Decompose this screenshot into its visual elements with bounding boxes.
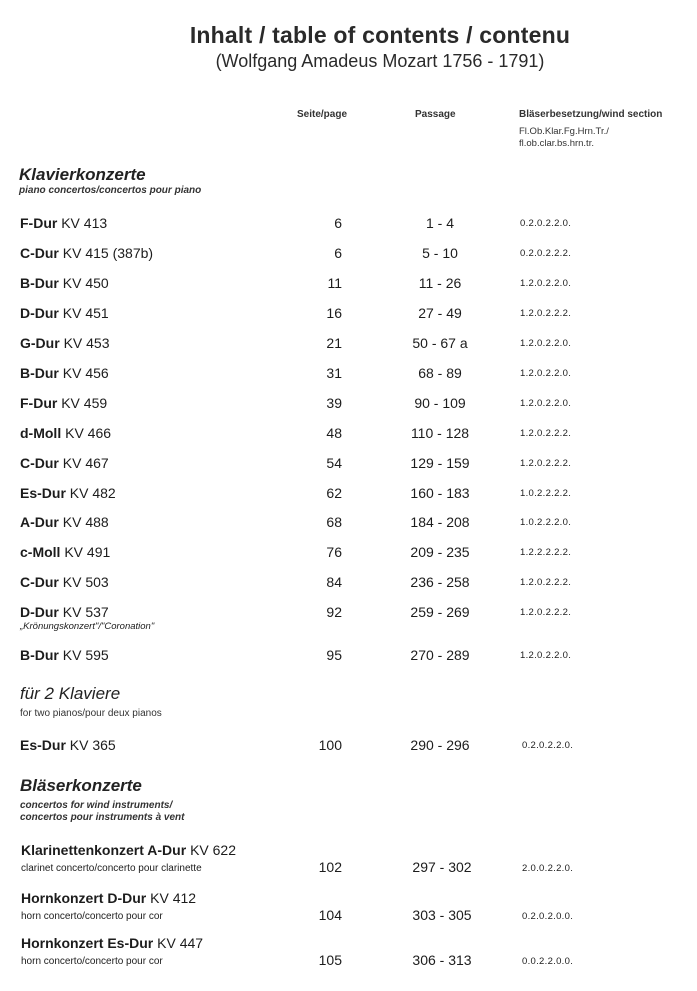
entry-passage: 110 - 128 — [410, 425, 470, 441]
entry-wind: 0.0.2.2.0.0. — [522, 956, 574, 967]
entry-page: 95 — [326, 647, 342, 663]
entry-wind: 0.2.0.2.2.0. — [520, 218, 572, 229]
entry-wind: 2.0.0.2.2.0. — [522, 863, 574, 874]
entry-title: B-Dur KV 456 — [20, 365, 109, 381]
entry-passage: 50 - 67 a — [412, 335, 468, 351]
entry-title: C-Dur KV 415 (387b) — [20, 245, 154, 261]
entry-wind: 1.2.0.2.2.0. — [520, 398, 572, 409]
entry-wind: 1.2.0.2.2.0. — [520, 278, 572, 289]
section-title-wind: Bläserkonzerte — [20, 776, 142, 795]
entry-passage: 11 - 26 — [418, 275, 462, 291]
column-header-page: Seite/page — [297, 109, 348, 120]
entry-passage: 209 - 235 — [410, 544, 470, 560]
entry-passage: 290 - 296 — [410, 737, 470, 753]
section-title-piano: Klavierkonzerte — [19, 165, 146, 184]
entry-title: F-Dur KV 413 — [20, 215, 108, 231]
entry-title: C-Dur KV 467 — [20, 455, 109, 471]
entry-page: 21 — [326, 335, 342, 351]
entry-page: 39 — [326, 395, 342, 411]
entry-wind: 1.0.2.2.2.2. — [520, 488, 572, 499]
section-subtitle-two-pianos: for two pianos/pour deux pianos — [20, 708, 162, 719]
entry-description: horn concerto/concerto pour cor — [21, 911, 163, 922]
wind-legend-english: fl.ob.clar.bs.hrn.tr. — [519, 138, 594, 149]
entry-page: 76 — [326, 544, 342, 560]
entry-wind: 0.2.0.2.0.0. — [522, 911, 574, 922]
list-item — [0, 935, 697, 975]
entry-wind: 0.2.0.2.2.0. — [522, 740, 574, 751]
entry-wind: 1.2.0.2.2.2. — [520, 607, 572, 618]
entry-passage: 184 - 208 — [410, 514, 470, 530]
list-item — [0, 395, 697, 425]
list-item — [0, 365, 697, 395]
entry-wind: 1.2.0.2.2.2. — [520, 308, 572, 319]
wind-legend-german: Fl.Ob.Klar.Fg.Hrn.Tr./ — [519, 126, 609, 137]
entry-title: B-Dur KV 595 — [20, 647, 109, 663]
entry-page: 92 — [326, 604, 342, 620]
column-header-wind: Bläserbesetzung/wind section — [519, 109, 663, 120]
list-item — [0, 514, 697, 544]
entry-title: d-Moll KV 466 — [20, 425, 112, 441]
entry-page: 54 — [326, 455, 342, 471]
entry-page: 100 — [318, 737, 342, 753]
entry-passage: 160 - 183 — [410, 485, 470, 501]
entry-title: D-Dur KV 537 — [20, 604, 109, 620]
entry-page: 84 — [326, 574, 342, 590]
entry-wind: 0.2.0.2.2.2. — [520, 248, 572, 259]
entry-passage: 236 - 258 — [410, 574, 470, 590]
section-title-two-pianos: für 2 Klaviere — [20, 684, 121, 703]
section-subtitle-wind-2: concertos pour instruments à vent — [20, 812, 185, 823]
list-item — [0, 335, 697, 365]
list-item — [0, 842, 697, 882]
entry-passage: 1 - 4 — [425, 215, 454, 231]
list-item — [0, 215, 697, 245]
entry-wind: 1.2.0.2.2.2. — [520, 428, 572, 439]
entry-page: 104 — [318, 907, 342, 923]
entry-description: clarinet concerto/concerto pour clarinette — [21, 863, 202, 874]
entry-passage: 68 - 89 — [418, 365, 462, 381]
entry-passage: 129 - 159 — [410, 455, 470, 471]
entry-page: 102 — [318, 859, 342, 875]
list-item — [0, 425, 697, 455]
list-item — [0, 455, 697, 485]
entry-title: A-Dur KV 488 — [20, 514, 109, 530]
page-title: Inhalt / table of contents / contenu — [189, 22, 571, 48]
entry-title: D-Dur KV 451 — [20, 305, 109, 321]
entry-title: F-Dur KV 459 — [20, 395, 108, 411]
entry-wind: 1.2.0.2.2.2. — [520, 458, 572, 469]
entry-passage: 27 - 49 — [418, 305, 462, 321]
entry-passage: 297 - 302 — [412, 859, 472, 875]
entry-wind: 1.0.2.2.2.0. — [520, 517, 572, 528]
entry-wind: 1.2.0.2.2.0. — [520, 338, 572, 349]
section-subtitle-wind-1: concertos for wind instruments/ — [20, 800, 173, 811]
entry-page: 6 — [334, 215, 342, 231]
entry-wind: 1.2.0.2.2.0. — [520, 368, 572, 379]
entry-title: C-Dur KV 503 — [20, 574, 109, 590]
entry-wind: 1.2.0.2.2.0. — [520, 650, 572, 661]
list-item — [0, 305, 697, 335]
list-item — [0, 574, 697, 604]
column-header-passage: Passage — [415, 109, 456, 120]
entry-note: „Krönungskonzert"/"Coronation" — [20, 621, 155, 632]
entry-page: 16 — [326, 305, 342, 321]
entry-passage: 90 - 109 — [414, 395, 466, 411]
entry-title: c-Moll KV 491 — [20, 544, 111, 560]
entry-title: Es-Dur KV 365 — [20, 737, 116, 753]
entry-title: Hornkonzert D-Dur KV 412 — [21, 890, 197, 906]
list-item — [0, 245, 697, 275]
entry-passage: 5 - 10 — [422, 245, 458, 261]
entry-page: 31 — [326, 365, 342, 381]
entry-title: B-Dur KV 450 — [20, 275, 109, 291]
list-item — [0, 544, 697, 574]
entry-wind: 1.2.0.2.2.2. — [520, 577, 572, 588]
entry-title: Es-Dur KV 482 — [20, 485, 116, 501]
list-item — [0, 737, 697, 767]
entry-passage: 306 - 313 — [412, 952, 472, 968]
list-item — [0, 275, 697, 305]
entry-title: Hornkonzert Es-Dur KV 447 — [21, 935, 204, 951]
page-subtitle: (Wolfgang Amadeus Mozart 1756 - 1791) — [215, 51, 545, 71]
entry-page: 105 — [318, 952, 342, 968]
entry-title: G-Dur KV 453 — [20, 335, 110, 351]
list-item — [0, 604, 697, 634]
entry-page: 11 — [327, 275, 342, 291]
entry-title: Klarinettenkonzert A-Dur KV 622 — [21, 842, 236, 858]
entry-wind: 1.2.2.2.2.2. — [520, 547, 572, 558]
entry-passage: 270 - 289 — [410, 647, 470, 663]
entry-passage: 303 - 305 — [412, 907, 472, 923]
entry-page: 6 — [334, 245, 342, 261]
list-item — [0, 890, 697, 930]
entry-passage: 259 - 269 — [410, 604, 470, 620]
entry-page: 48 — [326, 425, 342, 441]
entry-page: 68 — [326, 514, 342, 530]
list-item — [0, 485, 697, 515]
section-subtitle-piano: piano concertos/concertos pour piano — [19, 185, 202, 196]
entry-description: horn concerto/concerto pour cor — [21, 956, 163, 967]
list-item — [0, 647, 697, 677]
entry-page: 62 — [326, 485, 342, 501]
